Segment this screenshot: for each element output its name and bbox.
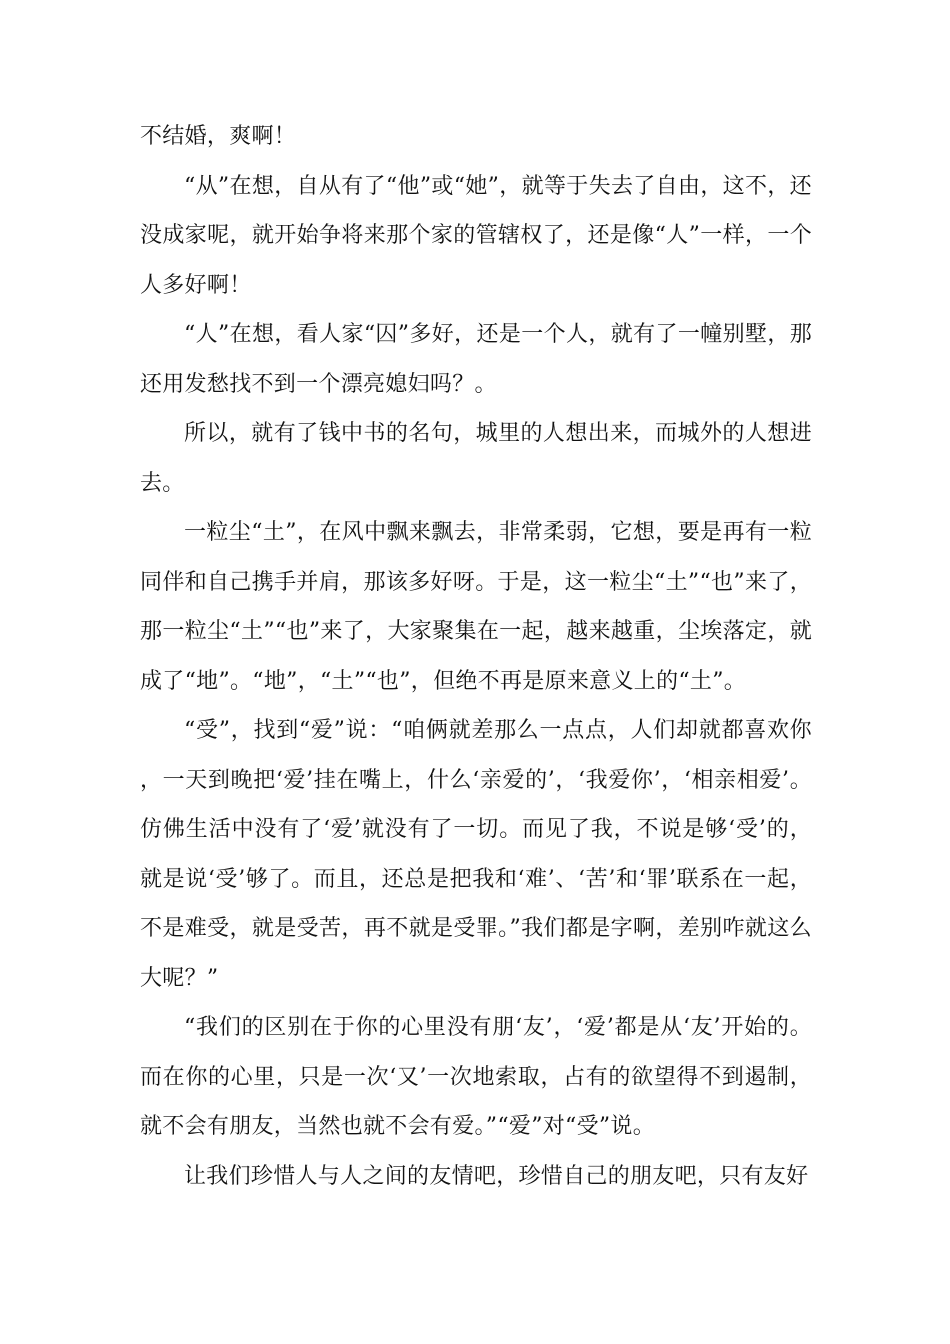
paragraph-6: “受”，找到“爱”说：“咱俩就差那么一点点，人们却就都喜欢你，一天到晚把‘爱’挂在嘴上，什么‘亲爱的’，‘我爱你’，‘相亲相爱’。仿佛生活中没有了‘爱’就没有了一切。而见了我，不说是够‘受’的，就是说‘受’够了。而且，还总是把我和‘难’、‘苦’和‘罪’联系在一起，不是难受，就是受苦，再不就是受罪。”我们都是字啊，差别咋就这么大呢？” [140, 718, 812, 991]
paragraph-1: 不结婚，爽啊！ [140, 124, 297, 149]
paragraph-7: “我们的区别在于你的心里没有朋‘友’，‘爱’都是从‘友’开始的。而在你的心里，只是一次‘又’一次地索取，占有的欲望得不到遏制，就不会有朋友，当然也就不会有爱。”“爱”对“受”说。 [140, 1015, 812, 1139]
paragraph-5: 一粒尘“土”，在风中飘来飘去，非常柔弱，它想，要是再有一粒同伴和自己携手并肩，那该多好呀。于是，这一粒尘“土”“也”来了，那一粒尘“土”“也”来了，大家聚集在一起，越来越重，尘埃落定，就成了“地”。“地”，“土”“也”，但绝不再是原来意义上的“土”。 [140, 520, 812, 694]
paragraph-4: 所以，就有了钱中书的名句，城里的人想出来，而城外的人想进去。 [140, 421, 812, 496]
document-page [140, 112, 812, 1201]
paragraph-3: “人”在想，看人家“囚”多好，还是一个人，就有了一幢别墅，那还用发愁找不到一个漂亮媳妇吗？。 [140, 322, 812, 397]
paragraph-2: “从”在想，自从有了“他”或“她”，就等于失去了自由，这不，还没成家呢，就开始争将来那个家的管辖权了，还是像“人”一样，一个人多好啊！ [140, 173, 812, 298]
paragraph-8: 让我们珍惜人与人之间的友情吧，珍惜自己的朋友吧，只有友好 [184, 1163, 809, 1189]
